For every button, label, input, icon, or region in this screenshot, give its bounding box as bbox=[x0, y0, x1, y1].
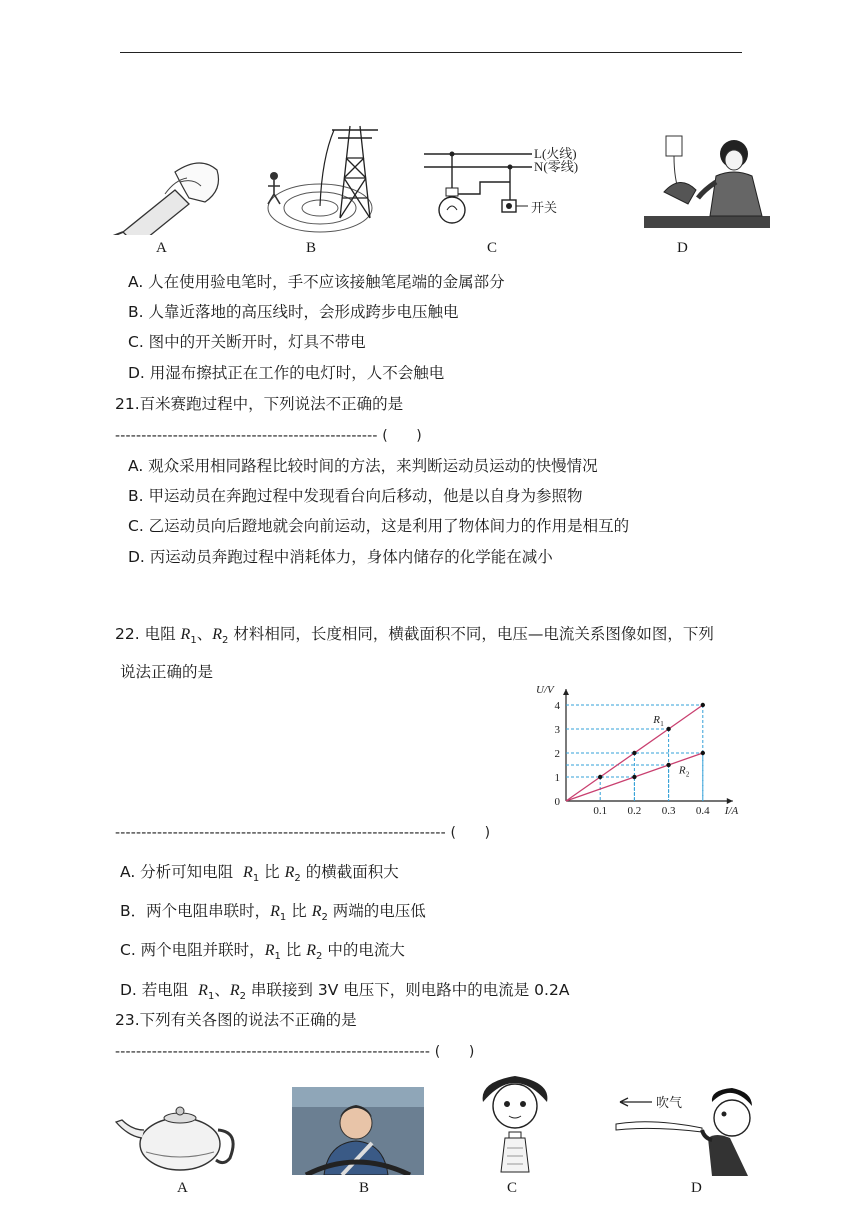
y-axis-label: U/V bbox=[536, 684, 554, 696]
q21-option-d: D. 丙运动员奔跑过程中消耗体力，身体内储存的化学能在减小 bbox=[128, 548, 553, 566]
y-axis-arrow bbox=[563, 689, 569, 695]
q20-option-d: D. 用湿布擦拭正在工作的电灯时，人不会触电 bbox=[128, 364, 445, 382]
girl-bottle-illustration bbox=[475, 1072, 555, 1176]
q23-label-a: A bbox=[177, 1180, 188, 1196]
x-axis-arrow bbox=[727, 798, 733, 804]
data-point-R1 bbox=[598, 775, 602, 779]
neutral-wire-label: N(零线) bbox=[534, 159, 579, 174]
q22-option-d: D. 若电阻 $R_1$、$R_2$ 串联接到 3V 电压下，则电路中的电流是 0.2A bbox=[120, 981, 570, 1003]
y-tick-label: 2 bbox=[554, 748, 560, 760]
q22-option-b: B．两个电阻串联时，$R_1$ 比 $R_2$ 两端的电压低 bbox=[120, 902, 426, 924]
q20-option-b: B. 人靠近落地的高压线时，会形成跨步电压触电 bbox=[128, 303, 459, 321]
q23-answer-line: ------------------------------------------------------------ ( ) bbox=[115, 1044, 475, 1060]
q21-option-a: A. 观众采用相同路程比较时间的方法，来判断运动员运动的快慢情况 bbox=[128, 457, 598, 475]
boy-blowing-illustration bbox=[612, 1082, 762, 1176]
x-tick-label: 0.2 bbox=[627, 805, 642, 817]
q20-label-b: B bbox=[306, 240, 317, 256]
data-point-R1 bbox=[666, 727, 670, 731]
q23-stem: 23.下列有关各图的说法不正确的是 bbox=[115, 1011, 357, 1029]
q20-label-c: C bbox=[487, 240, 498, 256]
q21-option-b: B. 甲运动员在奔跑过程中发现看台向后移动，他是以自身为参照物 bbox=[128, 487, 583, 505]
x-tick-label: 0.1 bbox=[593, 805, 608, 817]
q23-label-d: D bbox=[691, 1180, 702, 1196]
q23-label-b: B bbox=[359, 1180, 370, 1196]
x-axis-label: I/A bbox=[724, 805, 739, 817]
y-tick-label: 4 bbox=[554, 700, 560, 712]
teapot-illustration bbox=[112, 1100, 242, 1175]
series-label-sub-R2: 2 bbox=[685, 770, 690, 779]
switch-label: 开关 bbox=[531, 200, 558, 215]
q22-stem: 22. 电阻 $R_1$、$R_2$ 材料相同，长度相同，横截面积不同，电压—电流关系图像如图，下列 bbox=[115, 625, 714, 647]
data-point-R1 bbox=[701, 703, 705, 707]
high-voltage-tower-illustration bbox=[260, 118, 390, 238]
home-circuit-diagram bbox=[420, 140, 605, 240]
q20-option-c: C. 图中的开关断开时，灯具不带电 bbox=[128, 333, 366, 351]
q22-option-a: A. 分析可知电阻 $R_1$ 比 $R_2$ 的横截面积大 bbox=[120, 863, 399, 885]
live-wire-label: L(火线) bbox=[534, 146, 577, 161]
q21-stem: 21.百米赛跑过程中，下列说法不正确的是 bbox=[115, 395, 404, 413]
data-point-R2 bbox=[632, 775, 636, 779]
driver-seatbelt-illustration bbox=[292, 1087, 424, 1175]
q22-stem-line2: 说法正确的是 bbox=[120, 663, 214, 681]
data-point-R2 bbox=[701, 751, 705, 755]
q23-label-c: C bbox=[507, 1180, 518, 1196]
wiping-lamp-illustration bbox=[640, 132, 775, 234]
series-label-R1: R bbox=[653, 714, 660, 726]
x-tick-label: 0.3 bbox=[661, 805, 676, 817]
header-rule bbox=[120, 52, 742, 53]
test-pen-illustration bbox=[105, 150, 225, 235]
q20-label-d: D bbox=[677, 240, 688, 256]
origin-label: 0 bbox=[554, 796, 560, 808]
voltage-current-chart bbox=[530, 680, 760, 820]
series-label-sub-R1: 1 bbox=[660, 720, 664, 728]
q21-option-c: C. 乙运动员向后蹬地就会向前运动，这是利用了物体间力的作用是相互的 bbox=[128, 517, 630, 535]
q21-answer-line: -------------------------------------------------- ( ) bbox=[115, 428, 422, 444]
blow-label: 吹气 bbox=[656, 1095, 683, 1110]
data-point-R1 bbox=[632, 751, 636, 755]
y-tick-label: 3 bbox=[554, 724, 560, 736]
q20-option-a: A. 人在使用验电笔时，手不应该接触笔尾端的金属部分 bbox=[128, 273, 505, 291]
y-tick-label: 1 bbox=[554, 772, 560, 784]
q20-label-a: A bbox=[156, 240, 167, 256]
series-label-R2: R bbox=[678, 764, 686, 777]
x-tick-label: 0.4 bbox=[695, 805, 710, 817]
data-point-R2 bbox=[666, 763, 670, 767]
q22-answer-line: --------------------------------------------------------------- ( ) bbox=[115, 825, 491, 841]
q22-option-c: C. 两个电阻并联时，$R_1$ 比 $R_2$ 中的电流大 bbox=[120, 941, 405, 963]
